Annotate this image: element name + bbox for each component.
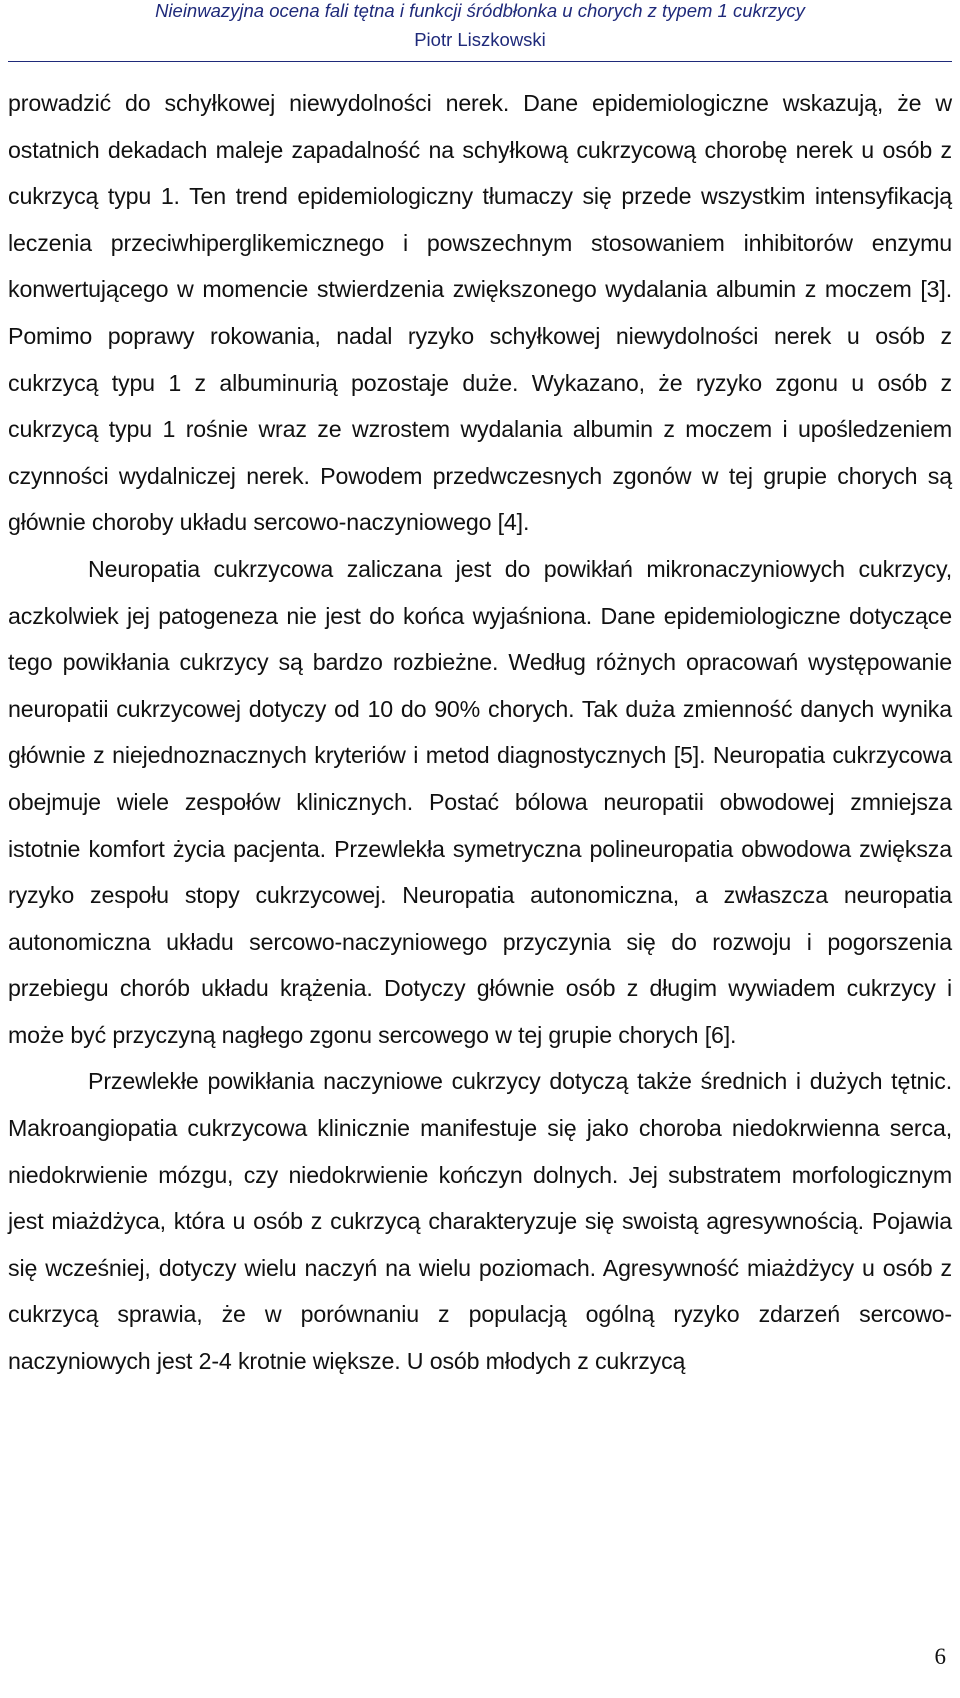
header-author: Piotr Liszkowski — [414, 29, 546, 50]
paragraph: Neuropatia cukrzycowa zaliczana jest do powikłań mikronaczyniowych cukrzycy, aczkolwiek jej patogeneza nie jest do końca wyjaśniona. Dane epidemiologiczne dotyczące tego powikłania cukrzycy są bardzo rozbieżne. Według różnych opracowań występowanie neuropatii cukrzycowej dotyczy od 10 do 90% chorych. Tak duża zmienność danych wynika głównie z niejednoznacznych kryteriów i metod diagnostycznych [5]. Neuropatia cukrzycowa obejmuje wiele zespołów klinicznych. Postać bólowa neuropatii obwodowej zmniejsza istotnie komfort życia pacjenta. Przewlekła symetryczna polineuropatia obwodowa zwiększa ryzyko zespołu stopy cukrzycowej. Neuropatia autonomiczna, a zwłaszcza neuropatia autonomiczna układu sercowo-naczyniowego przyczynia się do rozwoju i pogorszenia przebiegu chorób układu krążenia. Dotyczy głównie osób z długim wywiadem cukrzycy i może być przyczyną nagłego zgonu sercowego w tej grupie chorych [6]. — [8, 555, 952, 1048]
paragraph: prowadzić do schyłkowej niewydolności nerek. Dane epidemiologiczne wskazują, że w ostatnich dekadach maleje zapadalność na schyłkową cukrzycową chorobę nerek u osób z cukrzycą typu 1. Ten trend epidemiologiczny tłumaczy się przede wszystkim intensyfikacją leczenia przeciwhiperglikemicznego i powszechnym stosowaniem inhibitorów enzymu konwertującego w momencie stwierdzenia zwiększonego wydalania albumin z moczem [3]. Pomimo poprawy rokowania, nadal ryzyko schyłkowej niewydolności nerek u osób z cukrzycą typu 1 z albuminurią pozostaje duże. Wykazano, że ryzyko zgonu u osób z cukrzycą typu 1 rośnie wraz ze wzrostem wydalania albumin z moczem i upośledzeniem czynności wydalniczej nerek. Powodem przedwczesnych zgonów w tej grupie chorych są głównie choroby układu sercowo-naczyniowego [4]. — [8, 90, 952, 536]
paragraph: Przewlekłe powikłania naczyniowe cukrzycy dotyczą także średnich i dużych tętnic. Makroangiopatia cukrzycowa klinicznie manifestuje się jako choroba niedokrwienna serca, niedokrwienie mózgu, czy niedokrwienie kończyn dolnych. Jej substratem morfologicznym jest miażdżyca, która u osób z cukrzycą charakteryzuje się swoistą agresywnością. Pojawia się wcześniej, dotyczy wielu naczyń na wielu poziomach. Agresywność miażdżycy u osób z cukrzycą sprawia, że w porównaniu z populacją ogólną ryzyko zdarzeń sercowo-naczyniowych jest 2-4 krotnie większe. U osób młodych z cukrzycą — [8, 1068, 952, 1375]
page-number: 6 — [934, 1644, 946, 1669]
header-divider — [8, 61, 952, 62]
header-title: Nieinwazyjna ocena fali tętna i funkcji śródbłonka u chorych z typem 1 cukrzycy — [155, 0, 805, 21]
body-text — [8, 80, 952, 1385]
